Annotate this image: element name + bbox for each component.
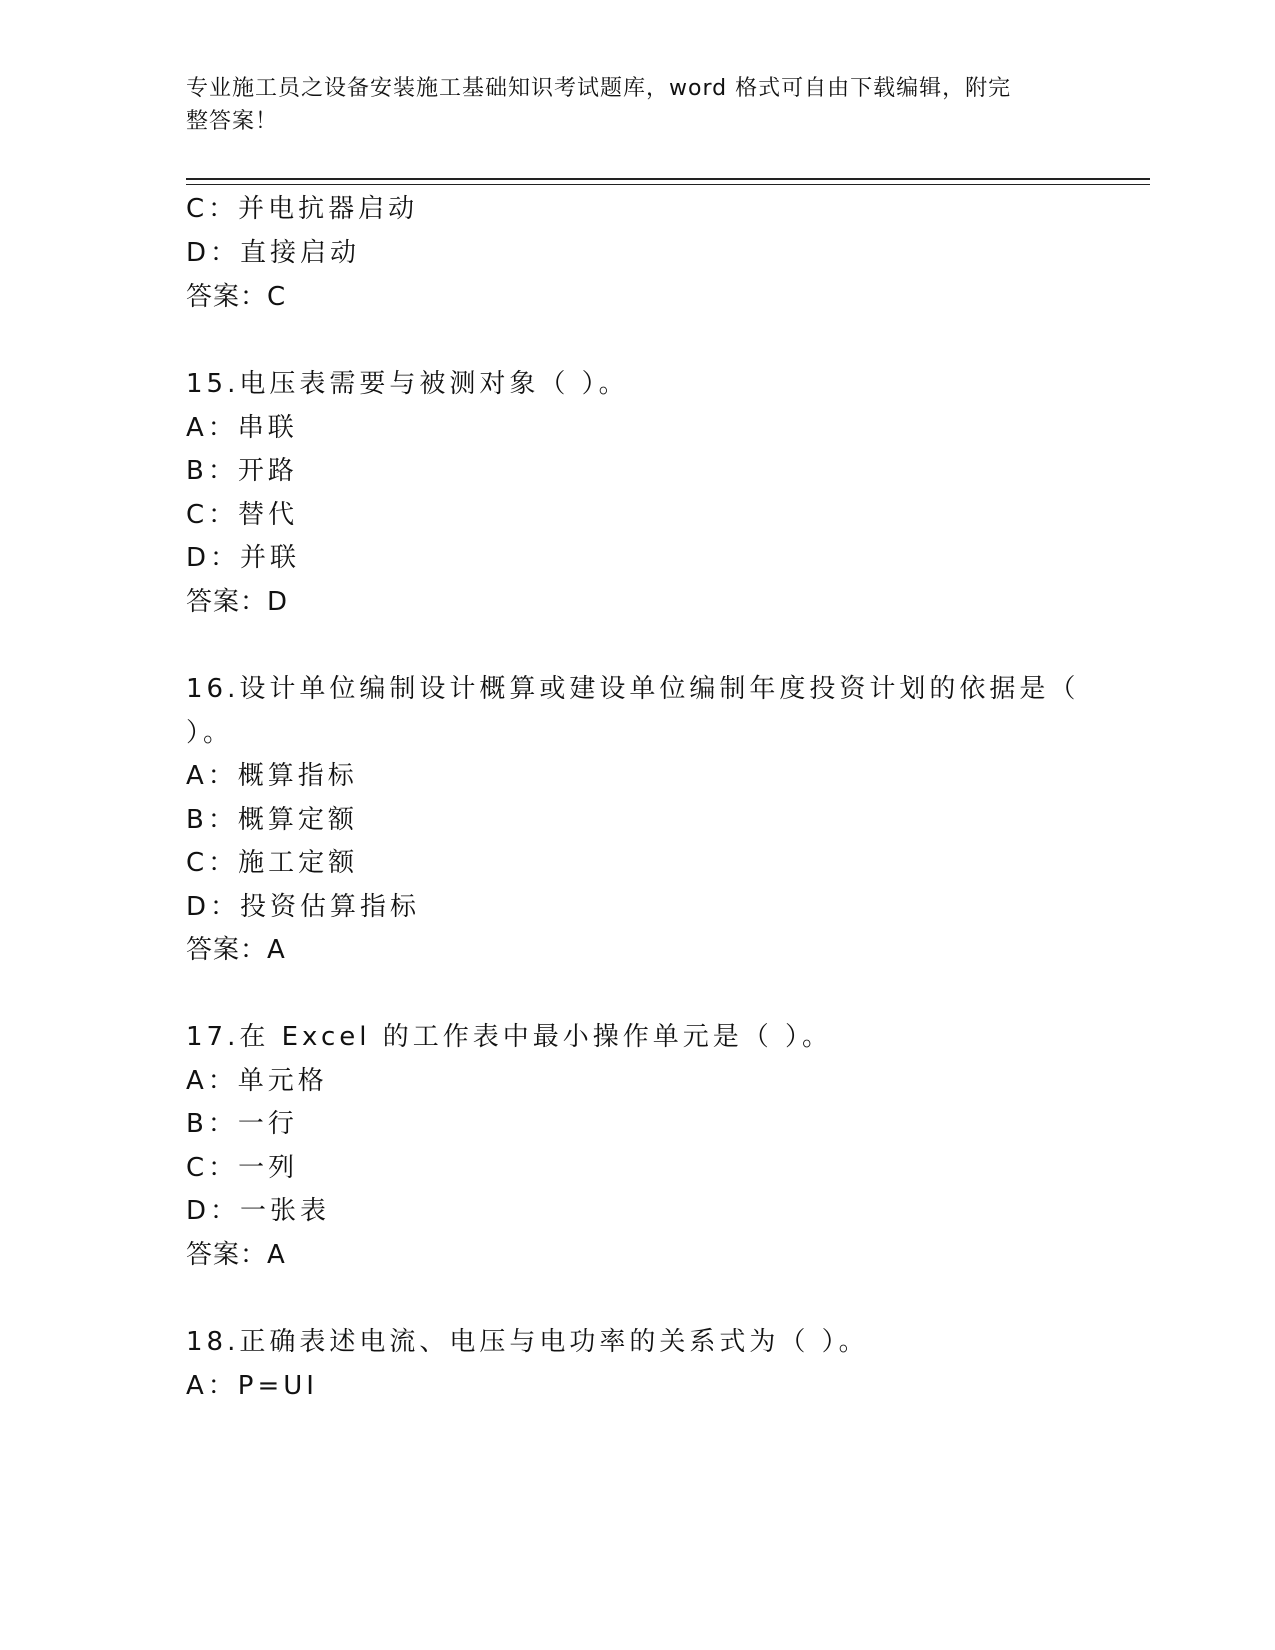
q15-option-b: B：开路 [186,456,298,486]
q16-answer: 答案：A [186,935,286,965]
q15-option-a: A：串联 [186,413,298,443]
q15-option-c: C：替代 [186,500,299,530]
header-line-1: 专业施工员之设备安装施工基础知识考试题库，word 格式可自由下载编辑，附完 [186,76,1012,101]
q16-option-a: A：概算指标 [186,761,358,791]
q15-answer: 答案：D [186,587,289,617]
q17-option-b: B：一行 [186,1109,298,1139]
document-header [186,72,1066,138]
q17-question: 17.在 Excel 的工作表中最小操作单元是（ ）。 [186,1022,833,1052]
q18-option-a: A：P=UI [186,1371,318,1401]
q17-option-d: D：一张表 [186,1196,331,1226]
q16-question-line-1: 16.设计单位编制设计概算或建设单位编制年度投资计划的依据是（ [186,674,1080,704]
header-line-2: 整答案！ [186,109,279,134]
q17-answer: 答案：A [186,1240,286,1270]
q16-option-d: D：投资估算指标 [186,892,421,922]
q16-option-b: B：概算定额 [186,805,358,835]
q14-answer: 答案：C [186,282,287,312]
q18-question: 18.正确表述电流、电压与电功率的关系式为（ ）。 [186,1327,869,1357]
header-divider-thick [186,178,1150,180]
q17-option-a: A：单元格 [186,1066,328,1096]
header-divider-thin [186,184,1150,185]
q16-option-c: C：施工定额 [186,848,359,878]
q15-question: 15.电压表需要与被测对象（ ）。 [186,369,629,399]
q17-option-c: C：一列 [186,1153,299,1183]
q14-option-c: C：并电抗器启动 [186,194,419,224]
q14-option-d: D：直接启动 [186,238,361,268]
q16-question-line-2: ）。 [186,718,234,748]
q15-option-d: D：并联 [186,543,301,573]
